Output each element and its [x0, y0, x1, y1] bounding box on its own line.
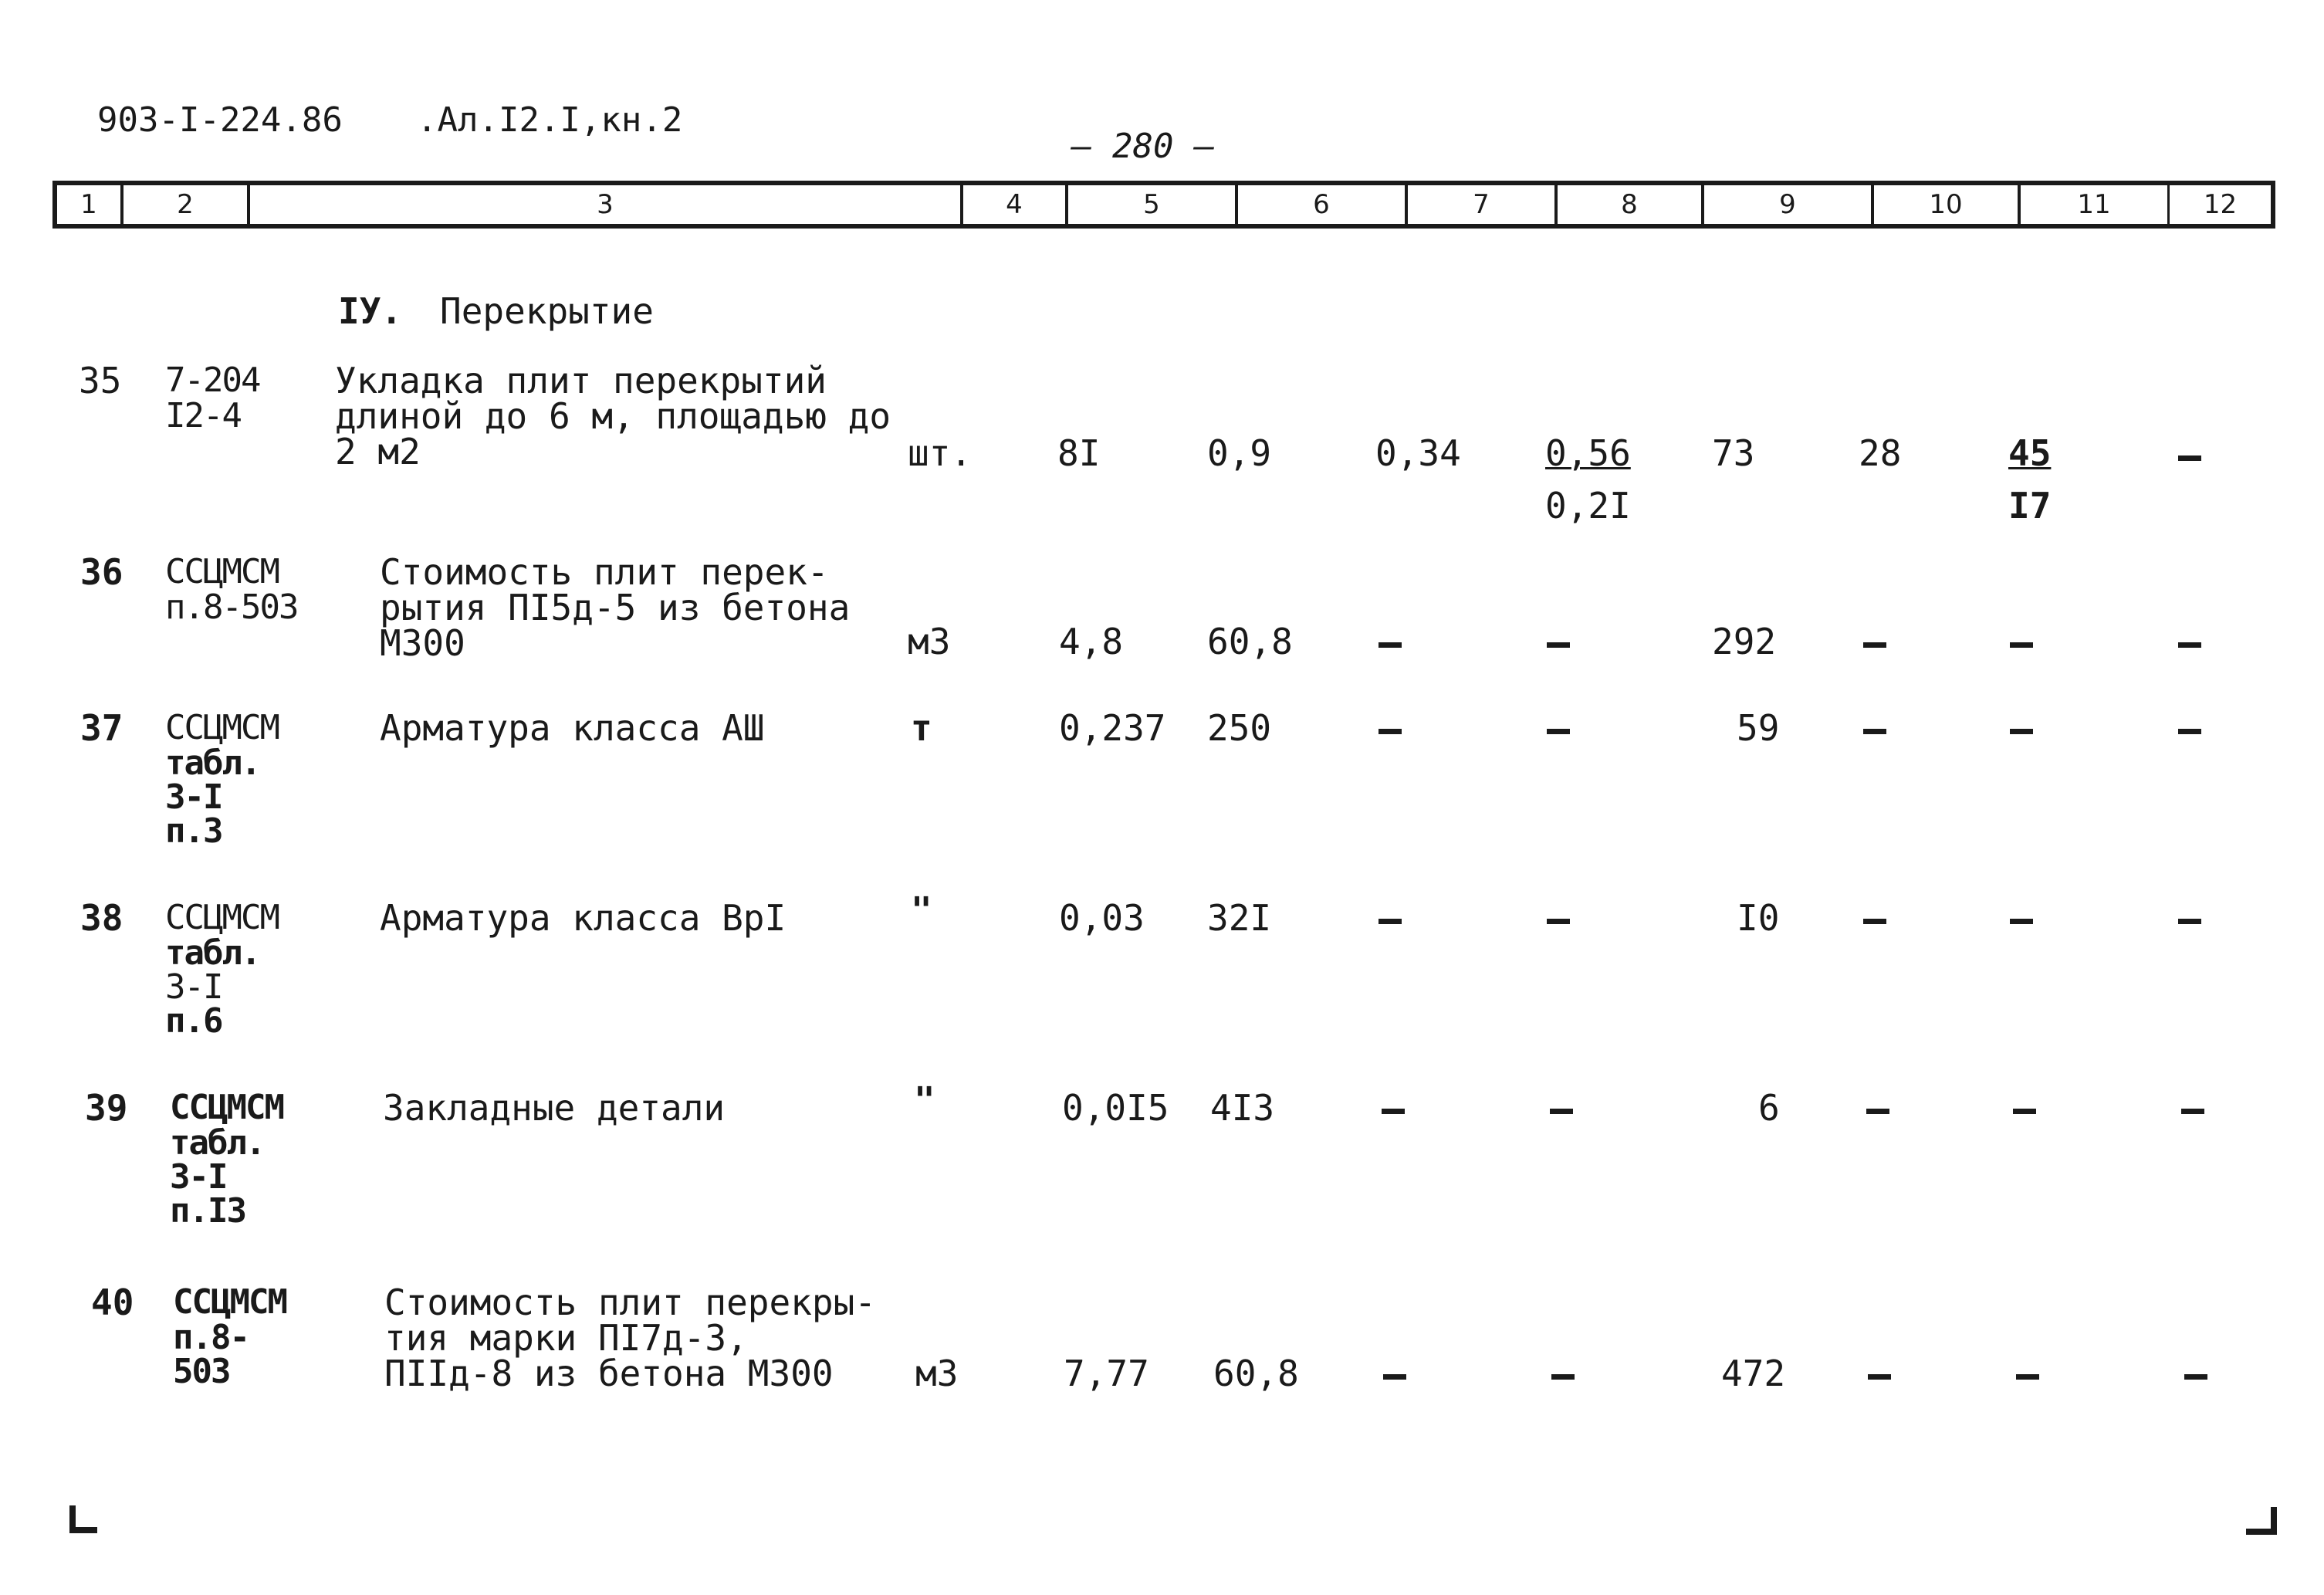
quantity-cell: 7,77 — [1064, 1353, 1149, 1394]
col12-dash — [2178, 729, 2201, 734]
document-number: 903-I-224.86 — [97, 100, 343, 140]
description-line: Закладные детали — [383, 1087, 726, 1129]
col11-dash — [2010, 729, 2033, 734]
price-code-line: п.8-503 — [165, 588, 298, 627]
price-cell: 60,8 — [1213, 1353, 1299, 1394]
col7-dash — [1379, 729, 1402, 734]
unit-cell: м3 — [915, 1353, 959, 1394]
price-code-line: ССЦМСМ — [165, 898, 279, 937]
col12-dash — [2178, 642, 2201, 648]
corner-mark-right-base — [2246, 1529, 2277, 1535]
price-cell: 32I — [1207, 897, 1272, 939]
description-line: рытия ПI5д-5 из бетона — [380, 587, 851, 628]
col8-dash — [1547, 729, 1570, 734]
col8-dash — [1550, 1109, 1573, 1114]
unit-cell: " — [911, 889, 932, 931]
price-code-line: п.8- — [173, 1318, 249, 1357]
price-code-line: 503 — [173, 1352, 230, 1391]
column-header-12: 12 — [2203, 189, 2238, 220]
section-title: Перекрытие — [440, 290, 654, 332]
column-header-5: 5 — [1143, 189, 1160, 220]
row-number: 39 — [85, 1087, 128, 1129]
col7-dash — [1383, 1374, 1406, 1380]
row-number: 40 — [91, 1282, 134, 1323]
price-code-line: ССЦМСМ — [173, 1282, 286, 1322]
col11-dash — [2016, 1374, 2039, 1380]
col12-dash — [2178, 919, 2201, 924]
col7-dash — [1379, 919, 1402, 924]
col8-dash — [1547, 642, 1570, 648]
col10-dash — [1868, 1374, 1891, 1380]
unit-cell: " — [914, 1079, 935, 1121]
column-header-1: 1 — [80, 189, 97, 220]
price-code-line: п.I3 — [170, 1191, 245, 1231]
col9-cell: 292 — [1712, 621, 1777, 662]
col7-cell: 0,34 — [1375, 432, 1461, 474]
price-code-line: п.6 — [165, 1001, 222, 1041]
section-number: IУ. — [338, 290, 403, 332]
price-code-line: ССЦМСМ — [165, 552, 279, 591]
price-code-line: 3-I — [165, 777, 222, 817]
price-code-line: 3-I — [165, 967, 222, 1007]
column-header-6: 6 — [1313, 189, 1330, 220]
col8-denominator: 0,2I — [1545, 485, 1631, 527]
col11-dash — [2010, 919, 2033, 924]
description-line: Арматура класса ВрI — [380, 897, 787, 939]
column-header-8: 8 — [1621, 189, 1638, 220]
col10-dash — [1863, 919, 1886, 924]
row-number: 38 — [80, 897, 123, 939]
column-header-3: 3 — [597, 189, 614, 220]
unit-cell: шт. — [908, 432, 973, 474]
price-cell: 4I3 — [1210, 1087, 1275, 1129]
col9-cell: I0 — [1737, 897, 1780, 939]
col12-dash — [2178, 455, 2201, 461]
price-code-line: п.3 — [165, 811, 222, 851]
col8-dash — [1551, 1374, 1575, 1380]
row-number: 35 — [79, 360, 122, 401]
corner-mark-left-base — [69, 1527, 97, 1533]
col8-dash — [1547, 919, 1570, 924]
column-header-10: 10 — [1929, 189, 1963, 220]
quantity-cell: 8I — [1057, 432, 1101, 474]
unit-cell: м3 — [908, 621, 951, 662]
col10-cell: 28 — [1859, 432, 1902, 474]
price-code-line: табл. — [165, 933, 260, 973]
quantity-cell: 0,237 — [1059, 707, 1166, 749]
page-number: — 280 — — [1071, 127, 1215, 166]
col11-numerator: 45 — [2008, 432, 2052, 474]
col9-cell: 6 — [1758, 1087, 1780, 1129]
col8-numerator: 0,56 — [1545, 432, 1631, 474]
description-line: ПIIд-8 из бетона М300 — [384, 1353, 834, 1394]
col12-dash — [2184, 1374, 2207, 1380]
col12-dash — [2181, 1109, 2204, 1114]
col9-cell: 73 — [1712, 432, 1755, 474]
price-code-line: ССЦМСМ — [170, 1088, 283, 1127]
column-number-bar — [52, 181, 2275, 229]
col11-denominator: I7 — [2008, 485, 2052, 527]
description-line: Арматура класса АШ — [380, 707, 765, 749]
quantity-cell: 0,0I5 — [1062, 1087, 1169, 1129]
description-line: Укладка плит перекрытий — [335, 360, 827, 401]
price-cell: 60,8 — [1207, 621, 1293, 662]
description-line: тия марки ПI7д-3, — [384, 1317, 748, 1359]
price-cell: 250 — [1207, 707, 1272, 749]
col10-dash — [1863, 729, 1886, 734]
col9-cell: 472 — [1721, 1353, 1786, 1394]
row-number: 36 — [80, 551, 123, 593]
description-line: Стоимость плит перек- — [380, 551, 829, 593]
description-line: М300 — [380, 622, 465, 664]
column-header-7: 7 — [1473, 189, 1490, 220]
price-code-line: ССЦМСМ — [165, 708, 279, 747]
col7-dash — [1382, 1109, 1405, 1114]
album-reference: .Ал.I2.I,кн.2 — [417, 100, 683, 140]
price-code-line: табл. — [170, 1123, 265, 1163]
col10-dash — [1863, 642, 1886, 648]
row-number: 37 — [80, 707, 123, 749]
price-code-line: 3-I — [170, 1157, 227, 1197]
column-header-2: 2 — [177, 189, 194, 220]
price-code-line: табл. — [165, 743, 260, 783]
description-line: длиной до 6 м, площадью до — [335, 395, 891, 437]
description-line: Стоимость плит перекры- — [384, 1282, 876, 1323]
col11-dash — [2013, 1109, 2036, 1114]
description-line: 2 м2 — [335, 431, 421, 472]
price-cell: 0,9 — [1207, 432, 1272, 474]
col10-dash — [1866, 1109, 1889, 1114]
price-code-line: I2-4 — [165, 396, 241, 435]
column-header-9: 9 — [1779, 189, 1796, 220]
col11-dash — [2010, 642, 2033, 648]
col9-cell: 59 — [1737, 707, 1780, 749]
price-code-line: 7-204 — [165, 361, 260, 400]
column-header-4: 4 — [1006, 189, 1023, 220]
col7-dash — [1379, 642, 1402, 648]
quantity-cell: 4,8 — [1059, 621, 1124, 662]
column-header-11: 11 — [2077, 189, 2111, 220]
quantity-cell: 0,03 — [1059, 897, 1145, 939]
unit-cell: т — [911, 707, 932, 749]
